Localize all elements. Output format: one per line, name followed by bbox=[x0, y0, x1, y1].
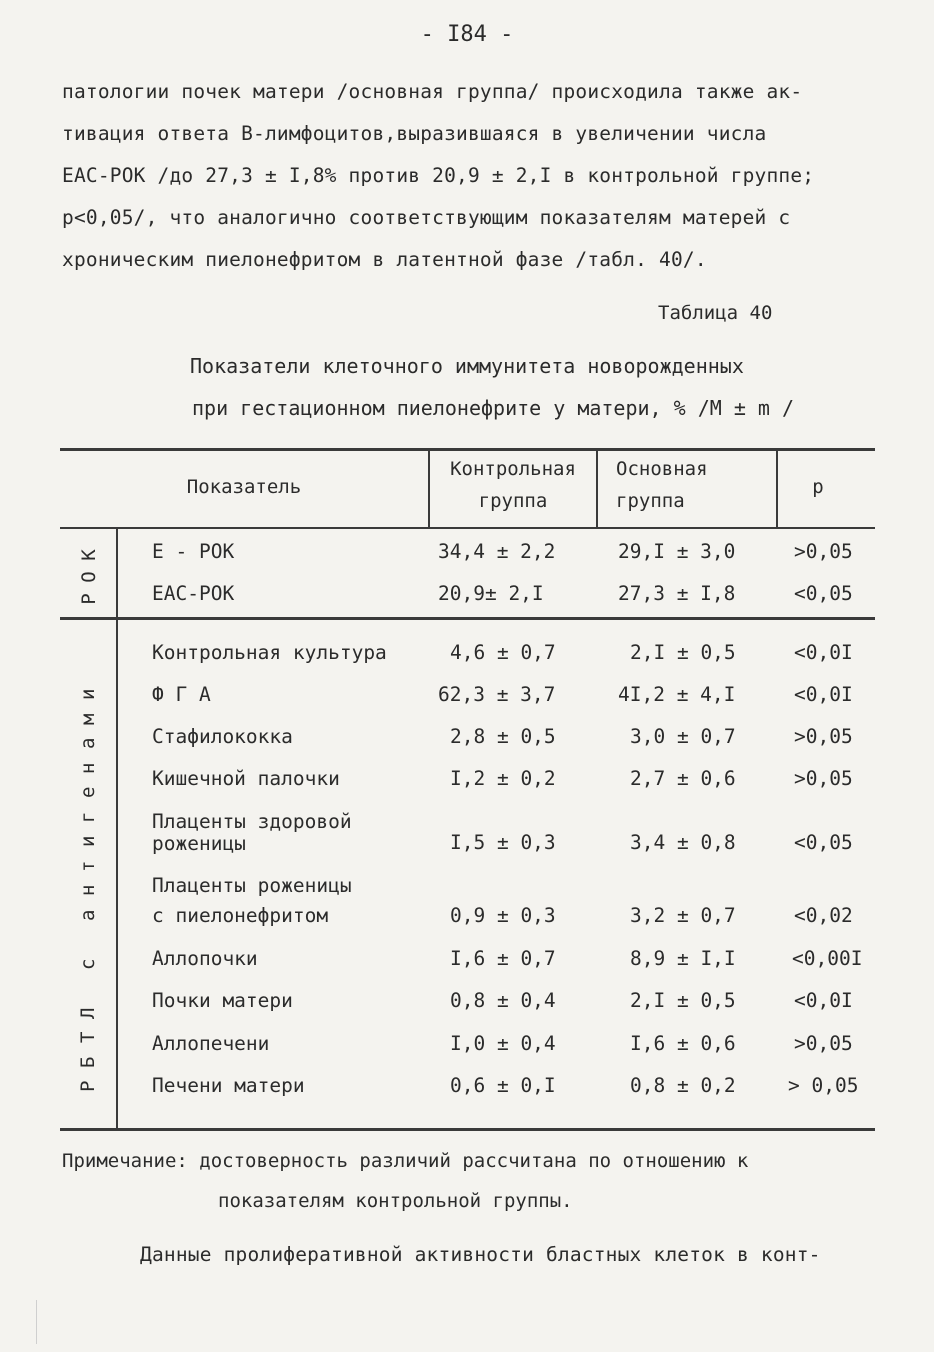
group-letter: Б bbox=[76, 1056, 99, 1068]
paragraph-line: патологии почек матери /основная группа/ происходила также ак- bbox=[62, 80, 803, 103]
header-divider bbox=[596, 451, 598, 527]
header-control-line: Контрольная bbox=[450, 458, 576, 480]
cell-main: I,6 ± 0,6 bbox=[630, 1032, 736, 1055]
table-note-line: показателям контрольной группы. bbox=[218, 1190, 573, 1212]
cell-control: 2,8 ± 0,5 bbox=[450, 725, 556, 748]
row-label: Стафилококка bbox=[152, 725, 293, 748]
table-title-line: Показатели клеточного иммунитета новорожденных bbox=[190, 354, 744, 378]
cell-main: 2,I ± 0,5 bbox=[630, 641, 736, 664]
scan-margin-mark bbox=[36, 1300, 37, 1344]
row-label: Печени матери bbox=[152, 1074, 305, 1097]
row-label: ЕАС-РОК bbox=[152, 582, 235, 605]
table-top-rule bbox=[60, 448, 875, 451]
row-label: Плаценты здоровой bbox=[152, 810, 352, 833]
row-label: Аллопечени bbox=[152, 1032, 270, 1055]
cell-control: 34,4 ± 2,2 bbox=[438, 540, 556, 563]
group-letter: К bbox=[78, 549, 100, 561]
group-letter: и bbox=[76, 835, 99, 847]
row-label: с пиелонефритом bbox=[152, 904, 329, 927]
group-letter: Р bbox=[78, 593, 100, 605]
closing-paragraph-line: Данные пролиферативной активности бластных клеток в конт- bbox=[140, 1243, 821, 1266]
cell-control: 20,9± 2,I bbox=[438, 582, 544, 605]
cell-p: <0,0I bbox=[794, 683, 853, 706]
cell-main: 2,I ± 0,5 bbox=[630, 989, 736, 1012]
cell-main: 0,8 ± 0,2 bbox=[630, 1074, 736, 1097]
header-main-line: группа bbox=[616, 490, 685, 512]
cell-p: >0,05 bbox=[794, 725, 853, 748]
cell-p: <0,05 bbox=[794, 582, 853, 605]
group-letter: а bbox=[76, 737, 99, 749]
header-p: р bbox=[812, 476, 824, 498]
cell-control: 62,3 ± 3,7 bbox=[438, 683, 556, 706]
cell-main: 3,0 ± 0,7 bbox=[630, 725, 736, 748]
group-letter: О bbox=[78, 571, 100, 583]
group-divider-rule bbox=[60, 617, 875, 620]
header-control-line: группа bbox=[478, 490, 548, 512]
cell-control: I,5 ± 0,3 bbox=[450, 831, 556, 854]
table-bottom-rule bbox=[60, 1128, 875, 1131]
cell-main: 3,2 ± 0,7 bbox=[630, 904, 736, 927]
cell-main: 29,I ± 3,0 bbox=[618, 540, 736, 563]
cell-main: 2,7 ± 0,6 bbox=[630, 767, 736, 790]
cell-p: > 0,05 bbox=[788, 1074, 859, 1097]
row-label: Контрольная культура bbox=[152, 641, 387, 664]
group-letter: с bbox=[76, 958, 99, 970]
paragraph-line: р<0,05/, что аналогично соответствующим показателям матерей с bbox=[62, 206, 791, 229]
cell-p: <0,0I bbox=[794, 989, 853, 1012]
group-letter: Т bbox=[76, 1031, 99, 1043]
cell-main: 4I,2 ± 4,I bbox=[618, 683, 736, 706]
row-label: Аллопочки bbox=[152, 947, 258, 970]
group-letter: г bbox=[76, 811, 99, 823]
row-label: Ф Г А bbox=[152, 683, 211, 706]
group-letter: и bbox=[76, 688, 99, 700]
table-caption: Таблица 40 bbox=[658, 302, 773, 324]
cell-control: 0,9 ± 0,3 bbox=[450, 904, 556, 927]
group-label-rbtl bbox=[76, 682, 106, 1099]
header-main-line: Основная bbox=[616, 458, 708, 480]
paragraph-line: ЕАС-РОК /до 27,3 ± I,8% против 20,9 ± 2,I в контрольной группе; bbox=[62, 164, 815, 187]
page-number: - I84 - bbox=[420, 22, 514, 47]
cell-control: I,0 ± 0,4 bbox=[450, 1032, 556, 1055]
header-indicator: Показатель bbox=[186, 476, 302, 498]
cell-main: 27,3 ± I,8 bbox=[618, 582, 736, 605]
cell-control: 0,6 ± 0,I bbox=[450, 1074, 556, 1097]
group-letter: т bbox=[76, 860, 99, 872]
cell-p: >0,05 bbox=[794, 540, 853, 563]
cell-p: <0,05 bbox=[794, 831, 853, 854]
table-title-line: при гестационном пиелонефрите у матери, % /М ± m / bbox=[192, 396, 795, 420]
row-label: Почки матери bbox=[152, 989, 293, 1012]
paragraph-line: тивация ответа В-лимфоцитов,выразившаяся в увеличении числа bbox=[62, 122, 767, 145]
cell-p: >0,05 bbox=[794, 1032, 853, 1055]
group-column-divider bbox=[116, 529, 118, 1131]
cell-p: >0,05 bbox=[794, 767, 853, 790]
group-letter: м bbox=[76, 713, 99, 725]
table-note-line: Примечание: достоверность различий рассчитана по отношению к bbox=[62, 1150, 749, 1172]
cell-control: I,2 ± 0,2 bbox=[450, 767, 556, 790]
paragraph-line: хроническим пиелонефритом в латентной фазе /табл. 40/. bbox=[62, 248, 707, 271]
row-label: роженицы bbox=[152, 832, 246, 855]
cell-control: I,6 ± 0,7 bbox=[450, 947, 556, 970]
cell-control: 4,6 ± 0,7 bbox=[450, 641, 556, 664]
group-letter: Р bbox=[76, 1080, 99, 1092]
group-letter: а bbox=[76, 909, 99, 921]
row-label: Е - РОК bbox=[152, 540, 235, 563]
header-rule bbox=[60, 527, 875, 529]
row-label: Плаценты роженицы bbox=[152, 874, 352, 897]
cell-control: 0,8 ± 0,4 bbox=[450, 989, 556, 1012]
cell-main: 3,4 ± 0,8 bbox=[630, 831, 736, 854]
group-letter: Л bbox=[76, 1007, 99, 1019]
row-label: Кишечной палочки bbox=[152, 767, 340, 790]
cell-main: 8,9 ± I,I bbox=[630, 947, 736, 970]
group-letter: е bbox=[76, 786, 99, 798]
group-letter: н bbox=[76, 884, 99, 896]
cell-p: <0,00I bbox=[792, 947, 863, 970]
cell-p: <0,02 bbox=[794, 904, 853, 927]
group-label-rok bbox=[76, 544, 106, 610]
group-letter: н bbox=[76, 762, 99, 774]
cell-p: <0,0I bbox=[794, 641, 853, 664]
